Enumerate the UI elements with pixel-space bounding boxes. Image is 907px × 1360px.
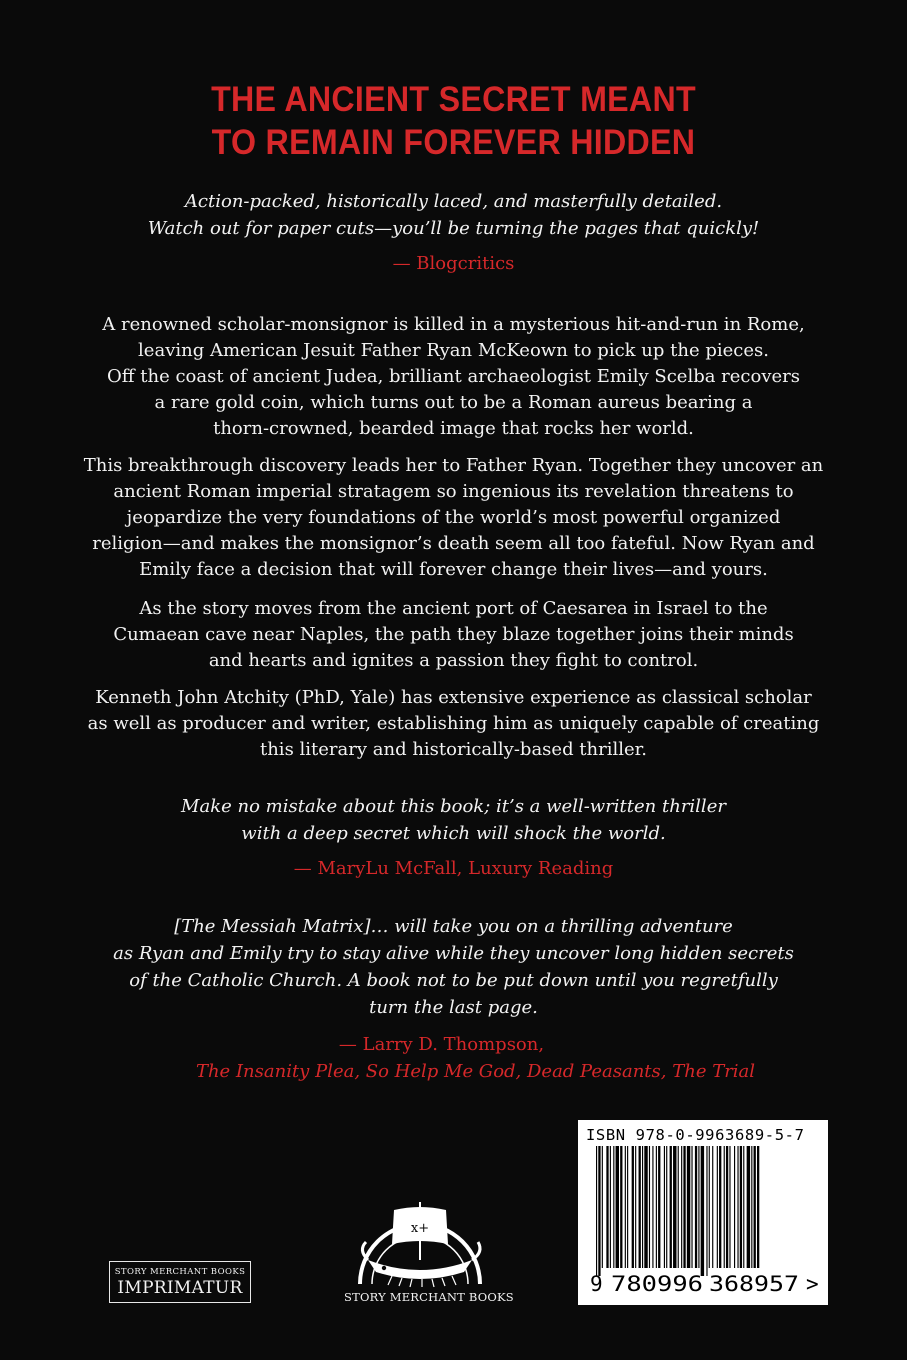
barcode-bar xyxy=(681,1146,682,1268)
body-line: Emily face a decision that will forever change their lives—and yours. xyxy=(139,559,768,580)
imprimatur-badge xyxy=(109,1261,251,1303)
quote-attribution-blogcritics xyxy=(60,253,847,274)
quote-line: Make no mistake about this book; it’s a well-written thriller xyxy=(181,796,726,817)
quote-line: of the Catholic Church. A book not to be put down until you regretfully xyxy=(129,970,778,991)
barcode-bar xyxy=(729,1146,730,1268)
barcode-bar xyxy=(639,1146,641,1268)
barcode-bar xyxy=(695,1146,697,1268)
headline-line-2: TO REMAIN FOREVER HIDDEN xyxy=(211,123,696,162)
barcode-bar xyxy=(701,1146,704,1276)
barcode-bar xyxy=(687,1146,690,1268)
publisher-name: STORY MERCHANT BOOKS xyxy=(344,1290,514,1304)
body-line: ancient Roman imperial stratagem so ingenious its revelation threatens to xyxy=(113,481,794,502)
barcode-bar xyxy=(642,1146,643,1268)
isbn-label: ISBN 978-0-9963689-5-7 xyxy=(586,1126,805,1144)
barcode-bar xyxy=(706,1146,707,1276)
body-line: religion—and makes the monsignor’s death seem all too fateful. Now Ryan and xyxy=(92,533,815,554)
barcode-bars xyxy=(578,1146,828,1276)
synopsis-paragraph-1 xyxy=(60,312,847,442)
barcode-bar xyxy=(613,1146,614,1268)
barcode-bar xyxy=(632,1146,634,1268)
barcode-bar xyxy=(717,1146,718,1268)
body-line: as well as producer and writer, establishing him as uniquely capable of creating xyxy=(87,713,820,734)
barcode-bar xyxy=(606,1146,608,1268)
barcode-bar xyxy=(625,1146,626,1268)
barcode-bar xyxy=(754,1146,756,1268)
quote-line: as Ryan and Emily try to stay alive while they uncover long hidden secrets xyxy=(113,943,794,964)
barcode-bar xyxy=(719,1146,721,1268)
imprint-publisher: STORY MERCHANT BOOKS xyxy=(114,1267,246,1277)
isbn-barcode xyxy=(578,1120,828,1305)
barcode-bar xyxy=(691,1146,692,1268)
barcode-bar xyxy=(734,1146,735,1268)
barcode-bar xyxy=(724,1146,725,1268)
barcode-arrow: > xyxy=(806,1272,819,1296)
barcode-bar xyxy=(678,1146,679,1268)
attribution-text: — Blogcritics xyxy=(392,253,515,274)
headline xyxy=(36,78,870,164)
body-line: and hearts and ignites a passion they fight to control. xyxy=(208,650,699,671)
barcode-bar xyxy=(635,1146,636,1268)
body-line: this literary and historically-based thriller. xyxy=(259,739,648,760)
barcode-bar xyxy=(757,1146,759,1268)
author-bio xyxy=(60,685,847,763)
barcode-bar xyxy=(664,1146,665,1268)
barcode-bar xyxy=(666,1146,667,1268)
body-line: jeopardize the very foundations of the world’s most powerful organized xyxy=(126,507,781,528)
barcode-bar xyxy=(616,1146,619,1268)
quote-attribution-luxury-reading xyxy=(60,858,847,879)
imprint-name: IMPRIMATUR xyxy=(117,1278,243,1298)
review-quote-blogcritics xyxy=(60,188,847,242)
body-line: This breakthrough discovery leads her to Father Ryan. Together they uncover an xyxy=(83,455,824,476)
body-line: As the story moves from the ancient port of Caesarea in Israel to the xyxy=(139,598,768,619)
barcode-bar xyxy=(740,1146,742,1268)
barcode-bar xyxy=(649,1146,650,1268)
barcode-lead-digit: 9 xyxy=(590,1272,603,1296)
barcode-digits xyxy=(578,1269,828,1299)
barcode-bar xyxy=(644,1146,647,1268)
barcode-bar xyxy=(670,1146,672,1268)
sail-mark: x+ xyxy=(410,1221,430,1236)
headline-line-1: THE ANCIENT SECRET MEANT xyxy=(211,80,696,119)
quote-line: Watch out for paper cuts—you’ll be turning the pages that quickly! xyxy=(147,218,760,239)
attribution-works: The Insanity Plea, So Help Me God, Dead Peasants, The Trial xyxy=(195,1061,756,1082)
barcode-digits-right: 368957 xyxy=(709,1272,799,1296)
quote-line: with a deep secret which will shock the world. xyxy=(241,823,666,844)
barcode-bar xyxy=(712,1146,713,1268)
barcode-bar xyxy=(709,1146,710,1268)
barcode-bar xyxy=(656,1146,657,1268)
barcode-bar xyxy=(610,1146,611,1268)
synopsis-paragraph-2 xyxy=(60,453,847,583)
barcode-bar xyxy=(747,1146,750,1268)
body-line: thorn-crowned, bearded image that rocks her world. xyxy=(213,418,694,439)
body-line: Off the coast of ancient Judea, brilliant archaeologist Emily Scelba recovers xyxy=(106,366,801,387)
barcode-bar xyxy=(652,1146,653,1268)
review-quote-thompson xyxy=(60,913,847,1021)
body-line: Kenneth John Atchity (PhD, Yale) has extensive experience as classical scholar xyxy=(95,687,812,708)
barcode-bar xyxy=(737,1146,738,1268)
barcode-bar xyxy=(726,1146,728,1268)
quote-line: turn the last page. xyxy=(369,997,538,1018)
barcode-bar xyxy=(683,1146,685,1268)
quote-attribution-thompson xyxy=(60,1031,847,1085)
barcode-bar xyxy=(673,1146,676,1268)
barcode-bar xyxy=(658,1146,660,1268)
barcode-bar xyxy=(743,1146,744,1268)
barcode-bar xyxy=(602,1146,603,1268)
barcode-bar xyxy=(598,1146,600,1276)
body-line: A renowned scholar-monsignor is killed in a mysterious hit-and-run in Rome, xyxy=(102,314,805,335)
synopsis-paragraph-3 xyxy=(60,596,847,674)
review-quote-luxury-reading xyxy=(60,793,847,847)
body-line: leaving American Jesuit Father Ryan McKeown to pick up the pieces. xyxy=(138,340,769,361)
quote-line: Action-packed, historically laced, and masterfully detailed. xyxy=(184,191,723,212)
barcode-bar xyxy=(751,1146,752,1268)
attribution-text: — Larry D. Thompson, xyxy=(338,1034,545,1055)
quote-line: [The Messiah Matrix]… will take you on a thrilling adventure xyxy=(174,916,733,937)
attribution-text: — MaryLu McFall, Luxury Reading xyxy=(293,858,614,879)
ship-emblem-icon xyxy=(344,1188,496,1288)
body-line: Cumaean cave near Naples, the path they blaze together joins their minds xyxy=(113,624,794,645)
barcode-bar xyxy=(698,1146,699,1268)
barcode-bar xyxy=(596,1146,597,1276)
barcode-bar xyxy=(620,1146,622,1268)
body-line: a rare gold coin, which turns out to be a Roman aureus bearing a xyxy=(154,392,753,413)
barcode-digits-left: 780996 xyxy=(611,1272,703,1296)
publisher-logo xyxy=(344,1188,514,1308)
barcode-bar xyxy=(627,1146,628,1268)
